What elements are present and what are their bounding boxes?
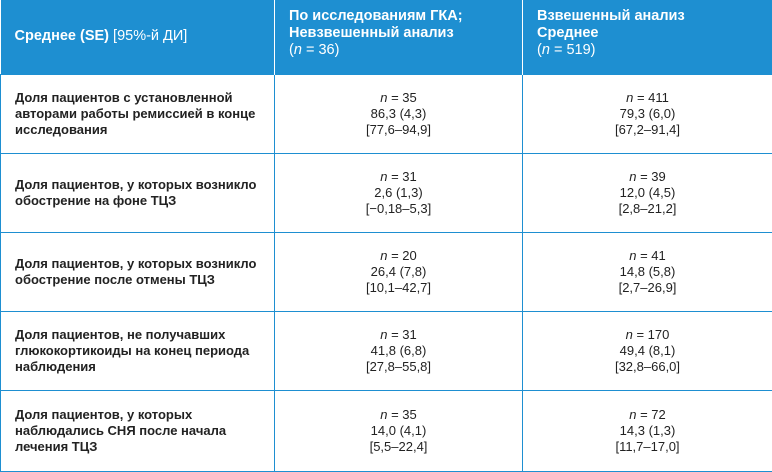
sample-size: n = 411 bbox=[523, 90, 772, 106]
unweighted-cell bbox=[275, 390, 523, 471]
header-metric-ci: [95%-й ДИ] bbox=[113, 28, 187, 44]
weighted-cell bbox=[523, 232, 772, 311]
mean-se: 41,8 (6,8) bbox=[275, 343, 522, 359]
header-weighted-n: (n = 519) bbox=[537, 42, 759, 59]
sample-size: n = 31 bbox=[275, 327, 522, 343]
mean-se: 14,3 (1,3) bbox=[523, 423, 772, 439]
weighted-cell bbox=[523, 390, 772, 471]
sample-size: n = 35 bbox=[275, 90, 522, 106]
header-unweighted bbox=[275, 0, 523, 74]
weighted-cell bbox=[523, 74, 772, 153]
confidence-interval: [5,5–22,4] bbox=[275, 439, 522, 455]
mean-se: 49,4 (8,1) bbox=[523, 343, 772, 359]
confidence-interval: [67,2–91,4] bbox=[523, 122, 772, 138]
mean-se: 79,3 (6,0) bbox=[523, 106, 772, 122]
sample-size: n = 35 bbox=[275, 407, 522, 423]
sample-size: n = 39 bbox=[523, 169, 772, 185]
unweighted-cell bbox=[275, 311, 523, 390]
unweighted-cell bbox=[275, 232, 523, 311]
sample-size: n = 41 bbox=[523, 248, 772, 264]
mean-se: 14,8 (5,8) bbox=[523, 264, 772, 280]
confidence-interval: [11,7–17,0] bbox=[523, 439, 772, 455]
mean-se: 2,6 (1,3) bbox=[275, 185, 522, 201]
header-weighted-line2: Среднее bbox=[537, 25, 759, 42]
confidence-interval: [27,8–55,8] bbox=[275, 359, 522, 375]
header-metric-title: Среднее (SE) bbox=[15, 28, 110, 44]
header-weighted-line1: Взвешенный анализ bbox=[537, 8, 759, 25]
row-label: Доля пациентов, у которых наблюдались СНЯ после начала лечения ТЦЗ bbox=[1, 390, 275, 471]
mean-se: 86,3 (4,3) bbox=[275, 106, 522, 122]
sample-size: n = 72 bbox=[523, 407, 772, 423]
header-unweighted-line2: Невзвешенный анализ bbox=[289, 25, 508, 42]
header-unweighted-n: (n = 36) bbox=[289, 42, 508, 59]
confidence-interval: [−0,18–5,3] bbox=[275, 201, 522, 217]
header-metric bbox=[1, 0, 275, 74]
table-row bbox=[1, 390, 772, 471]
mean-se: 12,0 (4,5) bbox=[523, 185, 772, 201]
row-label: Доля пациентов с установленной авторами работы ремиссией в конце исследования bbox=[1, 74, 275, 153]
sample-size: n = 31 bbox=[275, 169, 522, 185]
sample-size: n = 20 bbox=[275, 248, 522, 264]
confidence-interval: [77,6–94,9] bbox=[275, 122, 522, 138]
unweighted-cell bbox=[275, 74, 523, 153]
table-row bbox=[1, 74, 772, 153]
mean-se: 14,0 (4,1) bbox=[275, 423, 522, 439]
confidence-interval: [2,8–21,2] bbox=[523, 201, 772, 217]
weighted-cell bbox=[523, 153, 772, 232]
row-label: Доля пациентов, у которых возникло обострение после отмены ТЦЗ bbox=[1, 232, 275, 311]
header-weighted bbox=[523, 0, 772, 74]
confidence-interval: [2,7–26,9] bbox=[523, 280, 772, 296]
row-label: Доля пациентов, не получавших глюкокортикоиды на конец периода наблюдения bbox=[1, 311, 275, 390]
table-row bbox=[1, 153, 772, 232]
table-row bbox=[1, 311, 772, 390]
row-label: Доля пациентов, у которых возникло обострение на фоне ТЦЗ bbox=[1, 153, 275, 232]
confidence-interval: [32,8–66,0] bbox=[523, 359, 772, 375]
confidence-interval: [10,1–42,7] bbox=[275, 280, 522, 296]
header-row bbox=[1, 0, 772, 74]
table-row bbox=[1, 232, 772, 311]
weighted-cell bbox=[523, 311, 772, 390]
unweighted-cell bbox=[275, 153, 523, 232]
header-unweighted-line1: По исследованиям ГКА; bbox=[289, 8, 508, 25]
mean-se: 26,4 (7,8) bbox=[275, 264, 522, 280]
sample-size: n = 170 bbox=[523, 327, 772, 343]
